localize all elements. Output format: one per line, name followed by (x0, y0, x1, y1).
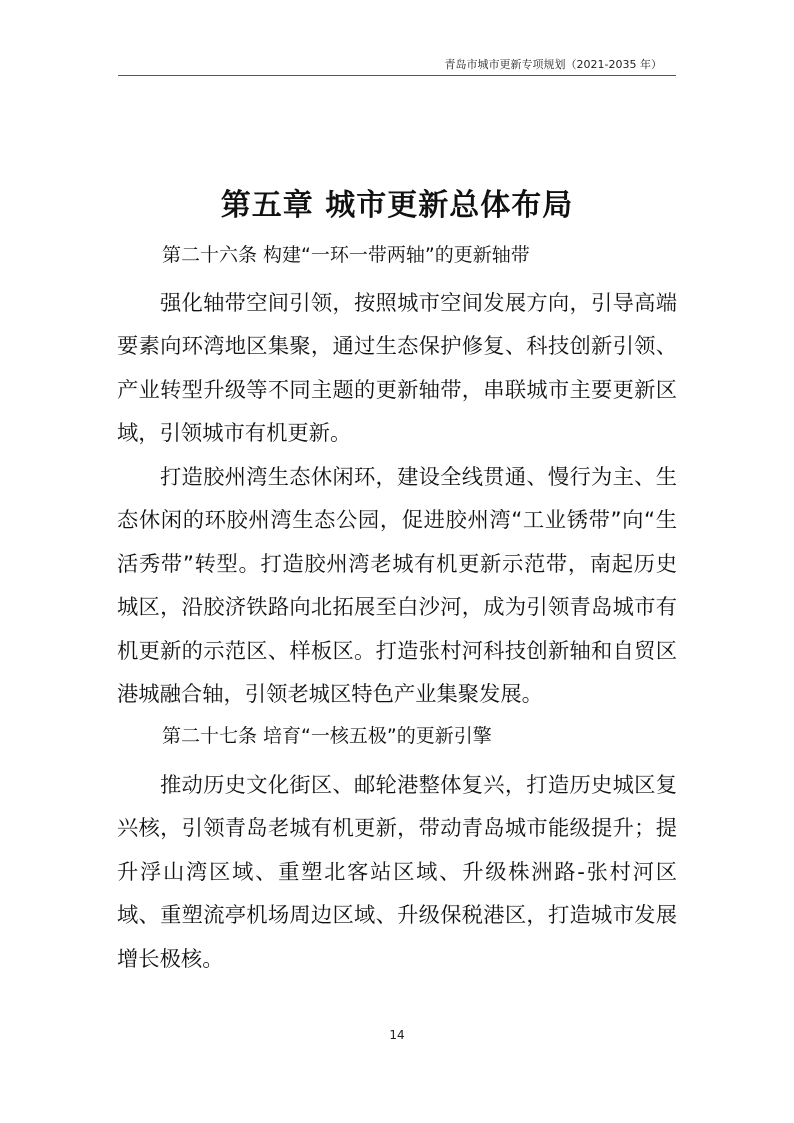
chapter-title: 第五章 城市更新总体布局 (220, 188, 574, 223)
article-27-heading: 第二十七条 培育“一核五极”的更新引擎 (162, 725, 492, 747)
article-27-paragraph-1: 推动历史文化街区、邮轮港整体复兴，打造历史城区复兴核，引领青岛老城有机更新，带动青岛城市能级提升；提升浮山湾区域、重塑北客站区域、升级株洲路-张村河区域、重塑流亭机场周边区域、升级保税港区，打造城市发展增长极核。 (117, 773, 677, 972)
page-number: 14 (389, 1028, 405, 1042)
article-26-heading: 第二十六条 构建“一环一带两轴”的更新轴带 (162, 244, 530, 266)
running-header: 青岛市城市更新专项规划（2021-2035 年） (444, 58, 662, 71)
header-divider (118, 75, 676, 76)
article-26-paragraph-1: 强化轴带空间引领，按照城市空间发展方向，引导高端要素向环湾地区集聚，通过生态保护修复、科技创新引领、产业转型升级等不同主题的更新轴带，串联城市主要更新区域，引领城市有机更新。 (117, 291, 677, 447)
article-26-paragraph-2: 打造胶州湾生态休闲环，建设全线贯通、慢行为主、生态休闲的环胶州湾生态公园，促进胶州湾“工业锈带”向“生活秀带”转型。打造胶州湾老城有机更新示范带，南起历史城区，沿胶济铁路向北拓展至白沙河，成为引领青岛城市有机更新的示范区、样板区。打造张村河科技创新轴和自贸区港城融合轴，引领老城区特色产业集聚发展。 (117, 465, 677, 708)
